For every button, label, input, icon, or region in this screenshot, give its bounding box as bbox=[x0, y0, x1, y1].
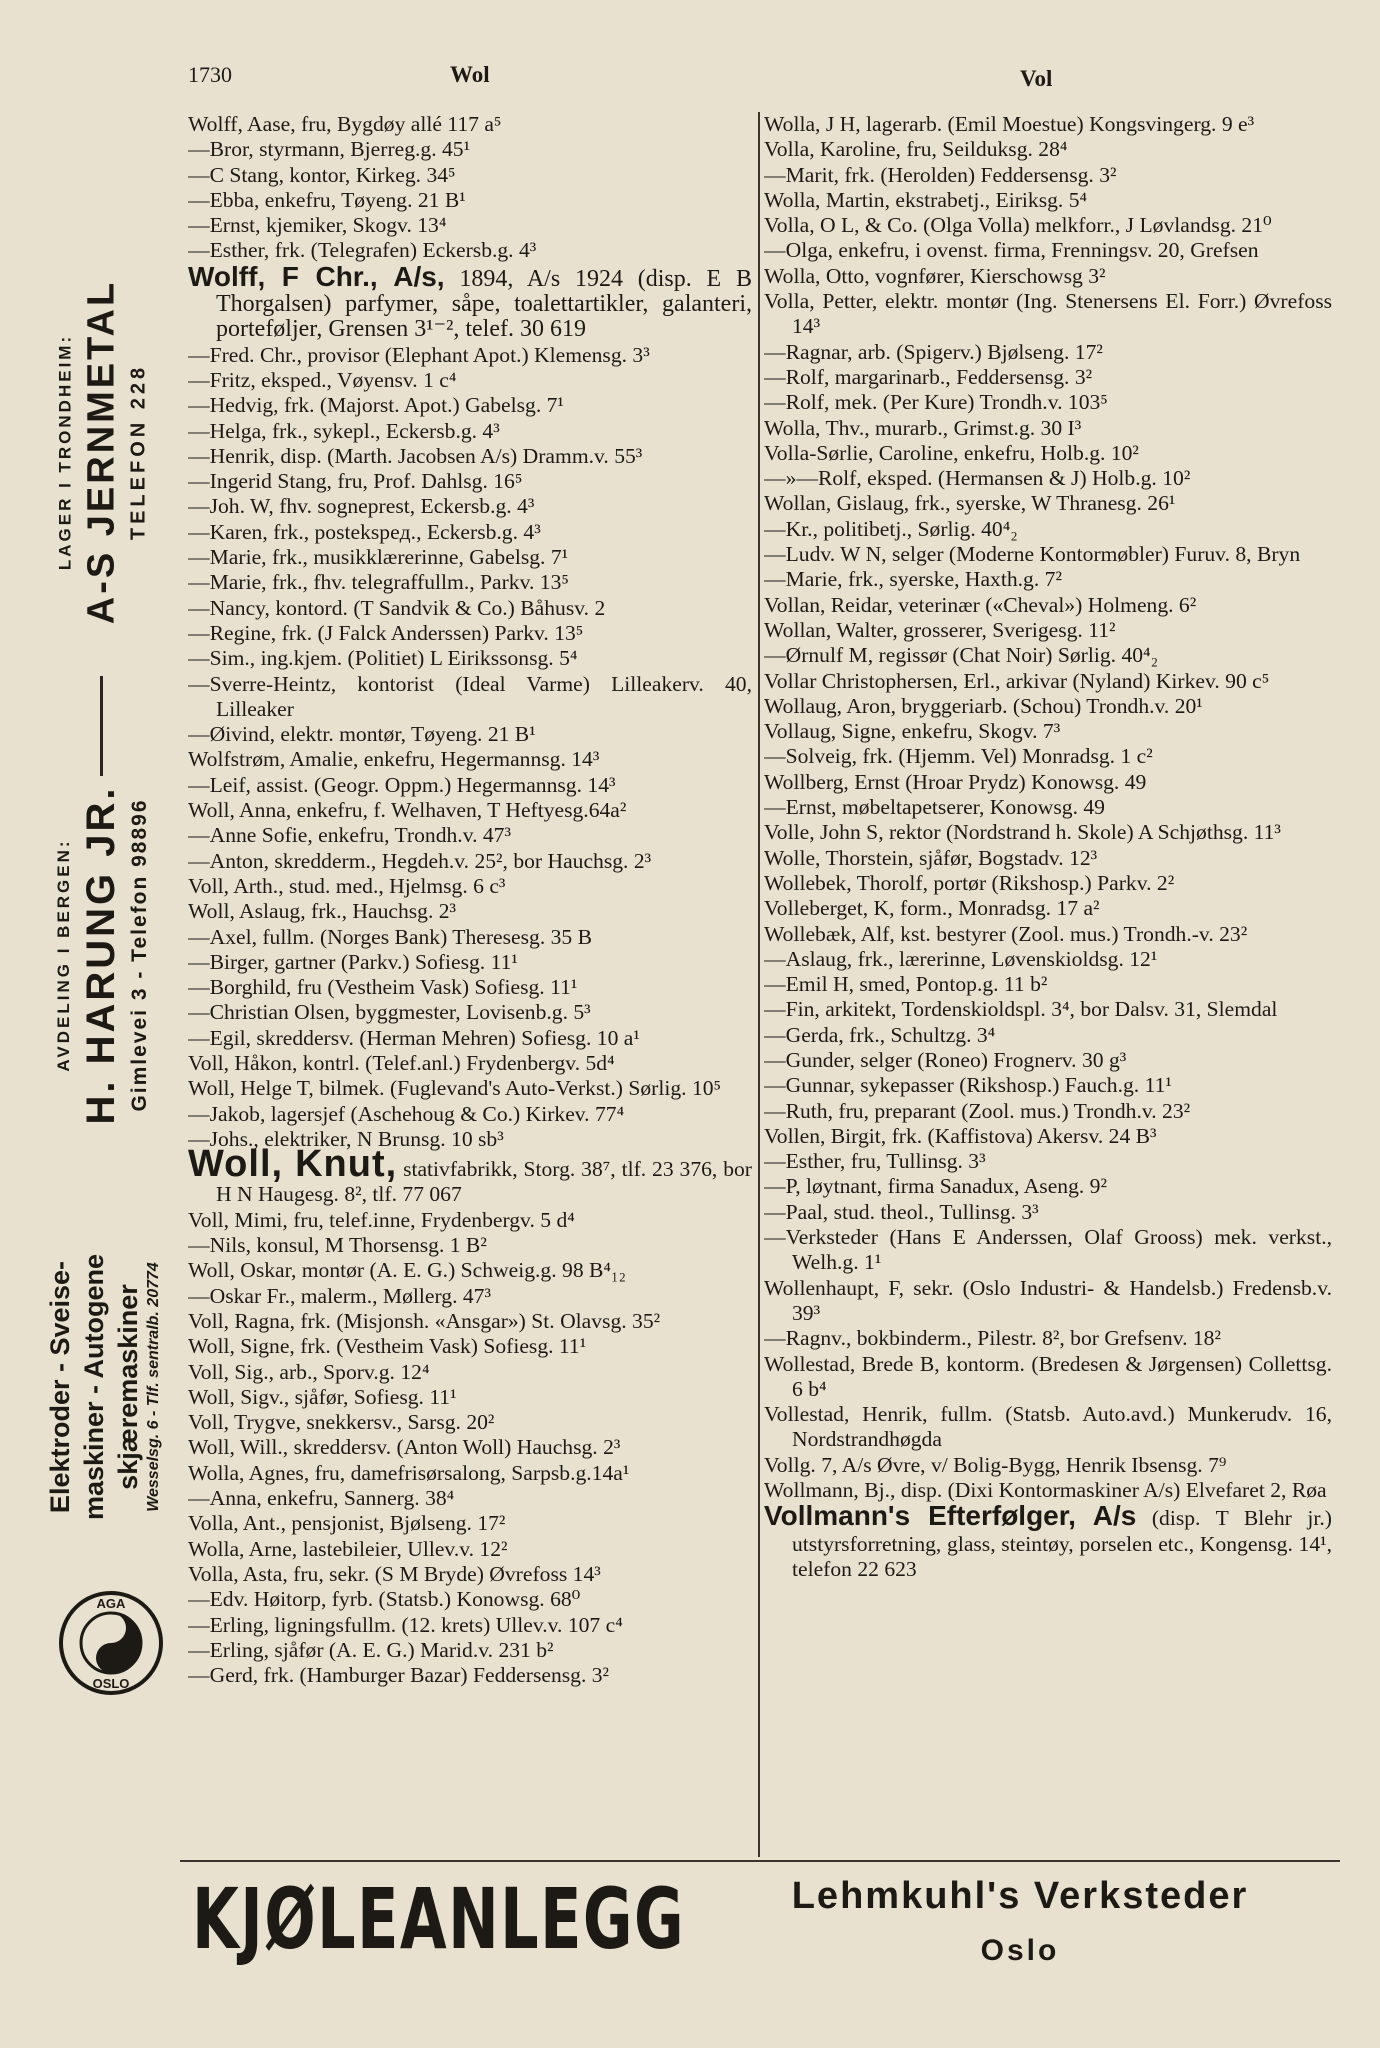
listing-entry-text: —»—Rolf, eksped. (Hermansen & J) Holb.g. 10² bbox=[764, 466, 1191, 491]
bottom-ad-kjoleanlegg: KJØLEANLEGG bbox=[192, 1870, 686, 1968]
listing-entry bbox=[188, 823, 752, 848]
listing-entry bbox=[764, 922, 1332, 947]
listing-entry-text: Wollaug, Aron, bryggeriarb. (Schou) Trondh.v. 20¹ bbox=[764, 693, 1203, 718]
listing-entry-text: —Emil H, smed, Pontop.g. 11 b² bbox=[764, 972, 1048, 997]
ad-aga-line3: skjæremaskiner bbox=[113, 1284, 143, 1490]
listing-entry-text: Vollen, Birgit, frk. (Kaffistova) Akersv. 24 B³ bbox=[764, 1123, 1157, 1148]
listing-entry bbox=[188, 773, 752, 798]
header-left-keyword: Wol bbox=[450, 62, 490, 87]
listing-entry-text: —Regine, frk. (J Falck Anderssen) Parkv. 13⁵ bbox=[188, 620, 584, 645]
listing-entry bbox=[188, 1385, 752, 1410]
listing-entry bbox=[188, 1284, 752, 1309]
listing-entry bbox=[188, 112, 752, 137]
listing-entry-text: —Verksteder (Hans E Anderssen, Olaf Grooss) mek. verkst., Welh.g. 1¹ bbox=[764, 1225, 1332, 1275]
listing-entry-text: Volleberget, K, form., Monradsg. 17 a² bbox=[764, 896, 1100, 921]
listing-entry-text: Wollan, Walter, grosserer, Sverigesg. 11² bbox=[764, 617, 1116, 642]
listing-entry bbox=[764, 466, 1332, 491]
listing-entry bbox=[188, 137, 752, 162]
listing-entry bbox=[188, 1663, 752, 1688]
listing-entry-text: —Anne Sofie, enkefru, Trondh.v. 47³ bbox=[188, 823, 511, 848]
listing-entry-text: Woll, Aslaug, frk., Hauchsg. 2³ bbox=[188, 899, 457, 924]
listing-entry bbox=[188, 343, 752, 368]
listing-entry bbox=[764, 770, 1332, 795]
page-header bbox=[188, 62, 1338, 98]
listing-entry-text: —Ernst, møbeltapetserer, Konowsg. 49 bbox=[764, 795, 1105, 820]
listing-entry-text: Woll, Anna, enkefru, f. Welhaven, T Heftyesg.64a² bbox=[188, 798, 627, 823]
listing-entry bbox=[188, 570, 752, 595]
listing-entry-text: —Axel, fullm. (Norges Bank) Theresesg. 35 B bbox=[188, 924, 593, 949]
listing-entry-text: Voll, Arth., stud. med., Hjelmsg. 6 c³ bbox=[188, 873, 506, 898]
listing-entry bbox=[188, 596, 752, 621]
listing-entry-text: Voll, Ragna, frk. (Misjonsh. «Ansgar») St. Olavsg. 35² bbox=[188, 1308, 661, 1333]
listing-entry bbox=[188, 1334, 752, 1359]
listing-entry-text: Wolla, Agnes, fru, damefrisørsalong, Sarpsb.g.14a¹ bbox=[188, 1460, 630, 1485]
column-divider bbox=[758, 112, 760, 1857]
listing-entry-text: —Paal, stud. theol., Tullinsg. 3³ bbox=[764, 1199, 1039, 1224]
listing-entry bbox=[764, 163, 1332, 188]
listing-entry bbox=[764, 1099, 1332, 1124]
listing-entry-text: —Erling, ligningsfullm. (12. krets) Ullev.v. 107 c⁴ bbox=[188, 1612, 623, 1637]
listing-entry bbox=[188, 494, 752, 519]
margin-ad-harung bbox=[28, 710, 178, 1200]
listing-entry bbox=[764, 820, 1332, 845]
listing-entry bbox=[764, 669, 1332, 694]
listing-entry-text: —Helga, frk., sykepl., Eckersb.g. 4³ bbox=[188, 418, 500, 443]
listing-entry-text: Wollan, Gislaug, frk., syerske, W Thranesg. 26¹ bbox=[764, 491, 1176, 516]
listing-entry-text: —Ragnv., bokbinderm., Pilestr. 8², bor Grefsenv. 18² bbox=[764, 1326, 1221, 1351]
listing-entry bbox=[188, 163, 752, 188]
listing-entry-text: —Nils, konsul, M Thorsensg. 1 B² bbox=[188, 1233, 487, 1258]
listing-entry bbox=[764, 1276, 1332, 1327]
listing-entry-text: —Rolf, mek. (Per Kure) Trondh.v. 103⁵ bbox=[764, 390, 1108, 415]
listing-entry bbox=[188, 975, 752, 1000]
listing-entry-text: —Ebba, enkefru, Tøyeng. 21 B¹ bbox=[188, 187, 466, 212]
listing-entry-text: Wollebek, Thorolf, portør (Rikshosp.) Parkv. 2² bbox=[764, 870, 1175, 895]
aga-logo-icon bbox=[56, 1588, 166, 1698]
listing-entry-firm-name: Wolff, F Chr., A/s, bbox=[188, 260, 445, 292]
listing-entry bbox=[188, 1360, 752, 1385]
listing-entry bbox=[764, 264, 1332, 289]
listing-entry bbox=[764, 390, 1332, 415]
header-right-keyword: Vol bbox=[1020, 66, 1053, 91]
listing-entry-text: —Egil, skreddersv. (Herman Mehren) Sofiesg. 10 a¹ bbox=[188, 1025, 640, 1050]
listing-entry-text: Woll, Sigv., sjåfør, Sofiesg. 11¹ bbox=[188, 1384, 457, 1409]
listing-entry bbox=[188, 798, 752, 823]
listing-entry-text: —Ragnar, arb. (Spigerv.) Bjølseng. 17² bbox=[764, 339, 1103, 364]
left-listing-column bbox=[188, 112, 752, 1857]
listing-entry bbox=[188, 393, 752, 418]
listing-entry-text: —Johs., elektriker, N Brunsg. 10 sb³ bbox=[188, 1126, 504, 1151]
listing-entry bbox=[764, 112, 1332, 137]
listing-entry-text: Voll, Mimi, fru, telef.inne, Frydenbergv. 5 d⁴ bbox=[188, 1207, 575, 1232]
listing-entry-text: Volla, O L, & Co. (Olga Volla) melkforr., J Løvlandsg. 21⁰ bbox=[764, 213, 1272, 238]
listing-entry-text: Volla, Asta, fru, sekr. (S M Bryde) Øvrefoss 14³ bbox=[188, 1561, 601, 1586]
listing-entry-text: Wolla, Arne, lastebileier, Ullev.v. 12² bbox=[188, 1536, 508, 1561]
listing-entry bbox=[188, 1638, 752, 1663]
listing-entry bbox=[188, 1562, 752, 1587]
listing-entry-text: —Gunnar, sykepasser (Rikshosp.) Fauch.g. 11¹ bbox=[764, 1073, 1172, 1098]
listing-entry bbox=[188, 672, 752, 723]
ad-jernmetal-phone: TELEFON 228 bbox=[127, 363, 150, 541]
listing-entry bbox=[188, 874, 752, 899]
listing-entry bbox=[188, 1208, 752, 1233]
listing-entry bbox=[764, 238, 1332, 263]
listing-entry-text: Wolfstrøm, Amalie, enkefru, Hegermannsg. 14³ bbox=[188, 747, 600, 772]
listing-entry-text: —Esther, fru, Tullinsg. 3³ bbox=[764, 1149, 986, 1174]
listing-entry bbox=[188, 1102, 752, 1127]
listing-entry bbox=[188, 1000, 752, 1025]
listing-entry bbox=[764, 1402, 1332, 1453]
listing-entry bbox=[188, 1051, 752, 1076]
listing-entry bbox=[188, 260, 752, 343]
listing-entry-text: —Olga, enkefru, i ovenst. firma, Frenningsv. 20, Grefsen bbox=[764, 238, 1259, 263]
listing-entry-text: Volle, John S, rektor (Nordstrand h. Skole) A Schjøthsg. 11³ bbox=[764, 820, 1281, 845]
listing-entry-text: Wolla, Otto, vognfører, Kierschowsg 3² bbox=[764, 263, 1106, 288]
ad-harung-line1: AVDELING I BERGEN: bbox=[54, 838, 73, 1072]
listing-entry bbox=[188, 213, 752, 238]
listing-entry-firm-name: Woll, Knut, bbox=[188, 1143, 398, 1186]
listing-entry-text: Volla, Petter, elektr. montør (Ing. Stenersens El. Forr.) Øvrefoss 14³ bbox=[764, 289, 1332, 339]
listing-entry bbox=[188, 646, 752, 671]
listing-entry-text: —Anna, enkefru, Sannerg. 38⁴ bbox=[188, 1486, 455, 1511]
listing-entry-text: —Oskar Fr., malerm., Møllerg. 47³ bbox=[188, 1283, 491, 1308]
listing-entry bbox=[764, 744, 1332, 769]
listing-entry-text: —Esther, frk. (Telegrafen) Eckersb.g. 4³ bbox=[188, 238, 537, 263]
listing-entry bbox=[188, 722, 752, 747]
listing-entry bbox=[764, 694, 1332, 719]
listing-entry-text: —C Stang, kontor, Kirkeg. 34⁵ bbox=[188, 162, 456, 187]
listing-entry bbox=[188, 899, 752, 924]
bottom-ad-lehmkuhl bbox=[700, 1872, 1340, 2002]
lehmkuhl-city: Oslo bbox=[980, 1934, 1060, 1967]
listing-entry-text: —Aslaug, frk., lærerinne, Løvenskioldsg. 12¹ bbox=[764, 946, 1158, 971]
listing-entry-text: —Ernst, kjemiker, Skogv. 13⁴ bbox=[188, 213, 447, 238]
listing-entry-text: —Rolf, margarinarb., Feddersensg. 3² bbox=[764, 364, 1093, 389]
listing-entry-text: Wolff, Aase, fru, Bygdøy allé 117 a⁵ bbox=[188, 112, 502, 136]
listing-entry-text: stativfabrikk, Storg. 38⁷, tlf. 23 376, bor H N Haugesg. 8², tlf. 77 067 bbox=[216, 1157, 752, 1207]
margin-ad-jernmetal bbox=[28, 268, 178, 636]
listing-entry bbox=[764, 517, 1332, 542]
listing-entry bbox=[764, 871, 1332, 896]
listing-entry-text: Voll, Håkon, kontrl. (Telef.anl.) Frydenbergv. 5d⁴ bbox=[188, 1050, 615, 1075]
listing-entry-text: —Marie, frk., musikklærerinne, Gabelsg. 7¹ bbox=[188, 545, 569, 570]
listing-entry-text: —Erling, sjåfør (A. E. G.) Marid.v. 231 b² bbox=[188, 1637, 554, 1662]
listing-entry bbox=[188, 1461, 752, 1486]
logo-text-top: AGA bbox=[96, 1596, 126, 1611]
listing-entry-text: —Birger, gartner (Parkv.) Sofiesg. 11¹ bbox=[188, 949, 518, 974]
listing-entry-text: Woll, Helge T, bilmek. (Fuglevand's Auto-Verkst.) Sørlig. 10⁵ bbox=[188, 1076, 722, 1101]
ad-harung-name: H. HARUNG JR. bbox=[79, 785, 123, 1125]
ad-aga-line2: maskiner - Autogene bbox=[79, 1253, 109, 1521]
listing-entry-firm-name: Vollmann's Efterfølger, A/s bbox=[764, 1500, 1137, 1532]
listing-entry-text: —Hedvig, frk. (Majorst. Apot.) Gabelsg. 7¹ bbox=[188, 393, 564, 418]
listing-entry-text: —Gerd, frk. (Hamburger Bazar) Feddersensg. 3² bbox=[188, 1663, 610, 1688]
listing-entry bbox=[764, 972, 1332, 997]
listing-entry-text: Woll, Signe, frk. (Vestheim Vask) Sofiesg. 11¹ bbox=[188, 1334, 587, 1359]
listing-entry-text: Wollebæk, Alf, kst. bestyrer (Zool. mus.) Trondh.-v. 23² bbox=[764, 921, 1248, 946]
listing-entry bbox=[764, 416, 1332, 441]
listing-entry-text: —Øivind, elektr. montør, Tøyeng. 21 B¹ bbox=[188, 722, 536, 747]
right-listing-column bbox=[764, 112, 1332, 1857]
listing-entry-text: Wolla, Martin, ekstrabetj., Eiriksg. 5⁴ bbox=[764, 187, 1088, 212]
listing-entry bbox=[764, 340, 1332, 365]
listing-entry bbox=[764, 896, 1332, 921]
listing-entry-text: Wolle, Thorstein, sjåfør, Bogstadv. 12³ bbox=[764, 845, 1098, 870]
listing-entry bbox=[764, 213, 1332, 238]
ad-jernmetal-line1: LAGER I TRONDHEIM: bbox=[55, 333, 75, 571]
listing-entry bbox=[764, 1352, 1332, 1403]
listing-entry bbox=[188, 1613, 752, 1638]
listing-entry bbox=[764, 542, 1332, 567]
listing-entry-text: —Borghild, fru (Vestheim Vask) Sofiesg. 11¹ bbox=[188, 975, 578, 1000]
listing-entry bbox=[764, 1326, 1332, 1351]
listing-entry-text: Volla, Karoline, fru, Seilduksg. 28⁴ bbox=[764, 137, 1068, 162]
listing-entry bbox=[764, 593, 1332, 618]
listing-entry-text: Voll, Trygve, snekkersv., Sarsg. 20² bbox=[188, 1410, 495, 1435]
listing-entry-text: —Leif, assist. (Geogr. Oppm.) Hegermannsg. 14³ bbox=[188, 772, 616, 797]
listing-entry bbox=[188, 1076, 752, 1101]
listing-entry-text: —Gunder, selger (Roneo) Frognerv. 30 g³ bbox=[764, 1047, 1127, 1072]
listing-entry-text: Woll, Oskar, montør (A. E. G.) Schweig.g. 98 B⁴₁₂ bbox=[188, 1258, 627, 1283]
listing-entry bbox=[764, 1200, 1332, 1225]
listing-entry bbox=[188, 419, 752, 444]
listing-entry-text: (disp. T Blehr jr.) utstyrsforretning, glass, steintøy, porselen etc., Kongensg. 14¹, telefon 22 623 bbox=[792, 1506, 1332, 1581]
listing-entry-text: —Fred. Chr., provisor (Elephant Apot.) Klemensg. 3³ bbox=[188, 342, 650, 367]
listing-entry bbox=[764, 1149, 1332, 1174]
listing-entry bbox=[188, 1587, 752, 1612]
listing-entry bbox=[764, 1174, 1332, 1199]
listing-entry bbox=[764, 947, 1332, 972]
listing-entry bbox=[764, 365, 1332, 390]
listing-entry bbox=[764, 1023, 1332, 1048]
listing-entry bbox=[764, 1048, 1332, 1073]
page-number: 1730 bbox=[188, 62, 232, 87]
listing-entry bbox=[188, 1410, 752, 1435]
listing-entry-text: —Solveig, frk. (Hjemm. Vel) Monradsg. 1 c² bbox=[764, 744, 1153, 769]
listing-entry-text: —Sverre-Heintz, kontorist (Ideal Varme) Lilleakerv. 40, Lilleaker bbox=[188, 671, 752, 721]
listing-entry-text: Vollg. 7, A/s Øvre, v/ Bolig-Bygg, Henrik Ibsensg. 7⁹ bbox=[764, 1452, 1227, 1477]
listing-entry-text: Volla, Ant., pensjonist, Bjølseng. 17² bbox=[188, 1511, 506, 1536]
listing-entry bbox=[764, 1225, 1332, 1276]
listing-entry bbox=[764, 1453, 1332, 1478]
listing-entry-text: —Marie, frk., syerske, Haxth.g. 7² bbox=[764, 567, 1062, 592]
ad-harung-address: Gimlevei 3 - Telefon 98896 bbox=[128, 798, 151, 1112]
listing-entry-text: 1894, A/s 1924 (disp. E B Thorgalsen) parfymer, såpe, toalettartikler, galanteri, porteføljer, Grensen 3¹⁻², telef. 30 619 bbox=[216, 265, 752, 343]
listing-entry bbox=[188, 1143, 752, 1208]
listing-entry bbox=[188, 1486, 752, 1511]
listing-entry bbox=[188, 545, 752, 570]
ad-aga-address: Wesselsg. 6 - Tlf. sentralb. 20774 bbox=[145, 1262, 162, 1512]
listing-entry-text: —Jakob, lagersjef (Aschehoug & Co.) Kirkev. 77⁴ bbox=[188, 1101, 625, 1126]
listing-entry bbox=[188, 1258, 752, 1283]
listing-entry bbox=[188, 1233, 752, 1258]
listing-entry bbox=[764, 188, 1332, 213]
listing-entry-text: Wollestad, Brede B, kontorm. (Bredesen & Jørgensen) Collettsg. 6 b⁴ bbox=[764, 1351, 1332, 1401]
listing-entry-text: —Bror, styrmann, Bjerreg.g. 45¹ bbox=[188, 137, 471, 162]
listing-entry bbox=[764, 997, 1332, 1022]
listing-entry-text: —Joh. W, fhv. sogneprest, Eckersb.g. 4³ bbox=[188, 494, 535, 519]
listing-entry-text: —Marie, frk., fhv. telegraffullm., Parkv. 13⁵ bbox=[188, 570, 569, 595]
listing-entry-text: —Anton, skredderm., Hegdeh.v. 25², bor Hauchsg. 2³ bbox=[188, 848, 652, 873]
listing-entry-text: —Ingerid Stang, fru, Prof. Dahlsg. 16⁵ bbox=[188, 469, 523, 494]
listing-entry-text: Wollenhaupt, F, sekr. (Oslo Industri- & Handelsb.) Fredensb.v. 39³ bbox=[764, 1275, 1332, 1325]
listing-entry-text: Volla-Sørlie, Caroline, enkefru, Holb.g. 10² bbox=[764, 440, 1139, 465]
listing-entry bbox=[764, 441, 1332, 466]
listing-entry bbox=[764, 289, 1332, 340]
listing-entry-text: —P, løytnant, firma Sanadux, Aseng. 9² bbox=[764, 1174, 1107, 1199]
listing-entry bbox=[188, 520, 752, 545]
listing-entry-text: Vollaug, Signe, enkefru, Skogv. 7³ bbox=[764, 719, 1061, 744]
listing-entry-text: —Karen, frk., postekspeд., Eckersb.g. 4³ bbox=[188, 519, 541, 544]
listing-entry bbox=[764, 567, 1332, 592]
logo-text-bottom: OSLO bbox=[92, 1676, 130, 1691]
listing-entry bbox=[188, 368, 752, 393]
listing-entry-text: —Sim., ing.kjem. (Politiet) L Eirikssonsg. 5⁴ bbox=[188, 646, 578, 671]
listing-entry-text: —Henrik, disp. (Marth. Jacobsen A/s) Dramm.v. 55³ bbox=[188, 443, 643, 468]
listing-entry bbox=[764, 491, 1332, 516]
ad-jernmetal-name: A-S JERNMETAL bbox=[80, 279, 123, 625]
listing-entry bbox=[764, 1124, 1332, 1149]
listing-entry-text: —Ruth, fru, preparant (Zool. mus.) Trondh.v. 23² bbox=[764, 1098, 1191, 1123]
listing-entry-text: —Fritz, eksped., Vøyensv. 1 c⁴ bbox=[188, 367, 457, 392]
listing-entry bbox=[764, 795, 1332, 820]
listing-entry-text: Woll, Will., skreddersv. (Anton Woll) Hauchsg. 2³ bbox=[188, 1435, 621, 1460]
listing-entry bbox=[188, 621, 752, 646]
listing-entry bbox=[764, 643, 1332, 668]
listing-entry bbox=[188, 469, 752, 494]
listing-entry bbox=[188, 1026, 752, 1051]
listing-entry bbox=[188, 1435, 752, 1460]
listing-entry bbox=[764, 1500, 1332, 1582]
listing-entry-text: Vollar Christophersen, Erl., arkivar (Nyland) Kirkev. 90 c⁵ bbox=[764, 668, 1270, 693]
listing-entry-text: —Ørnulf M, regissør (Chat Noir) Sørlig. 40⁴₂ bbox=[764, 643, 1159, 668]
listing-entry-text: —Fin, arkitekt, Tordenskioldspl. 3⁴, bor Dalsv. 31, Slemdal bbox=[764, 997, 1278, 1022]
listing-entry-text: Vollan, Reidar, veterinær («Cheval») Holmeng. 6² bbox=[764, 592, 1197, 617]
listing-entry-text: Vollestad, Henrik, fullm. (Statsb. Auto.avd.) Munkerudv. 16, Nordstrandhøgda bbox=[764, 1402, 1332, 1452]
ad-aga-line1: Elektroder - Sveise- bbox=[45, 1260, 75, 1514]
listing-entry bbox=[188, 925, 752, 950]
listing-entry-text: —Gerda, frk., Schultzg. 3⁴ bbox=[764, 1022, 996, 1047]
listing-entry bbox=[764, 618, 1332, 643]
listing-entry-text: —Edv. Høitorp, fyrb. (Statsb.) Konowsg. 68⁰ bbox=[188, 1587, 581, 1612]
bottom-rule bbox=[180, 1860, 1340, 1862]
listing-entry bbox=[188, 444, 752, 469]
listing-entry bbox=[188, 1309, 752, 1334]
listing-entry bbox=[764, 1073, 1332, 1098]
listing-entry bbox=[188, 1537, 752, 1562]
listing-entry bbox=[764, 719, 1332, 744]
listing-entry-text: —Ludv. W N, selger (Moderne Kontormøbler) Furuv. 8, Bryn bbox=[764, 542, 1301, 567]
listing-entry-text: Wolla, J H, lagerarb. (Emil Moestue) Kongsvingerg. 9 e³ bbox=[764, 112, 1255, 136]
listing-entry-text: —Kr., politibetj., Sørlig. 40⁴₂ bbox=[764, 516, 1018, 541]
listing-entry bbox=[764, 846, 1332, 871]
listing-entry-text: Voll, Sig., arb., Sporv.g. 12⁴ bbox=[188, 1359, 430, 1384]
lehmkuhl-title: Lehmkuhl's Verksteder bbox=[791, 1875, 1249, 1917]
listing-entry bbox=[188, 188, 752, 213]
listing-entry-text: —Nancy, kontord. (T Sandvik & Co.) Båhusv. 2 bbox=[188, 595, 606, 620]
listing-entry bbox=[188, 747, 752, 772]
listing-entry-text: Wollmann, Bj., disp. (Dixi Kontormaskiner A/s) Elvefaret 2, Røa bbox=[764, 1478, 1327, 1503]
listing-entry bbox=[188, 950, 752, 975]
listing-entry-text: —Christian Olsen, byggmester, Lovisenb.g. 5³ bbox=[188, 1000, 591, 1025]
listing-entry bbox=[188, 849, 752, 874]
listing-entry-text: Wollberg, Ernst (Hroar Prydz) Konowsg. 49 bbox=[764, 769, 1147, 794]
listing-entry-text: Wolla, Thv., murarb., Grimst.g. 30 I³ bbox=[764, 415, 1082, 440]
listing-entry bbox=[188, 1511, 752, 1536]
listing-entry-text: —Marit, frk. (Herolden) Feddersensg. 3² bbox=[764, 162, 1117, 187]
margin-ad-aga bbox=[28, 1192, 178, 1582]
listing-entry bbox=[764, 137, 1332, 162]
